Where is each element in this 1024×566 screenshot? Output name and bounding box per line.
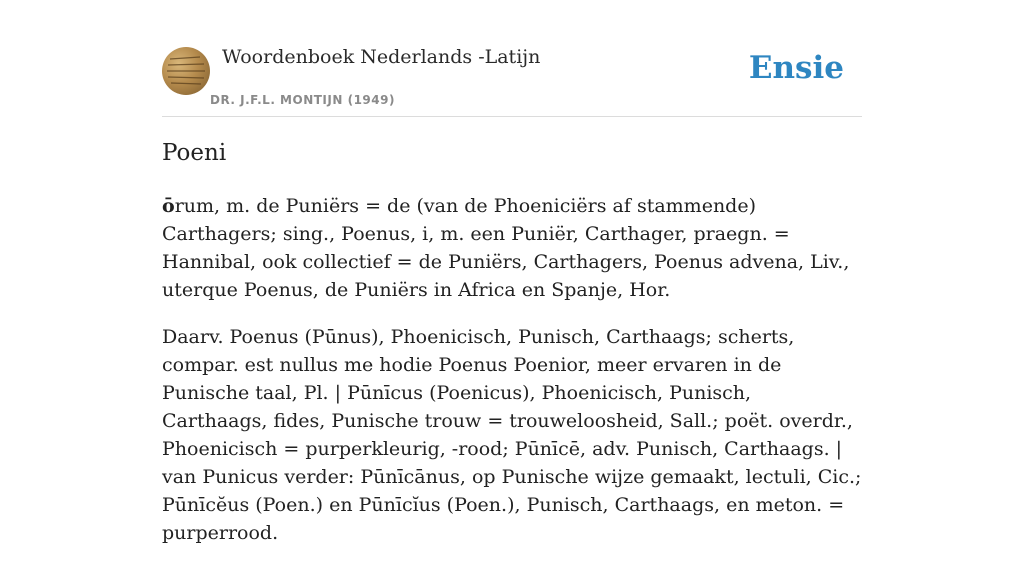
book-title[interactable]: Woordenboek Nederlands -Latijn xyxy=(222,46,541,68)
book-author: DR. J.F.L. MONTIJN (1949) xyxy=(210,93,395,107)
entry-card xyxy=(162,0,862,544)
entry-title: Poeni xyxy=(162,140,227,166)
derivation-paragraph: Daarv. Poenus (Pūnus), Phoenicisch, Punisch, Carthaags; scherts, compar. est nullus me hodie Poenus Poenior, meer ervaren in de Punische taal, Pl. | Pūnīcus (Poenicus), Phoenicisch, Punisch, Carthaags, fides, Punische trouw = trouweloosheid, Sall.; poët. overdr., Phoenicisch = purperkleurig, -rood; Pūnīcē, adv. Punisch, Carthaags. | van Punicus verder: Pūnīcānus, op Punische wijze gemaakt, lectuli, Cic.; Pūnīcĕus (Poen.) en Pūnīcĭus (Poen.), Punisch, Carthaags, en meton. = purperrood. xyxy=(162,326,862,544)
lemma-prefix: ō xyxy=(162,195,175,217)
book-header xyxy=(162,0,862,117)
ensie-brand-logo[interactable]: Ensie xyxy=(748,50,844,86)
entry-definition xyxy=(162,192,862,566)
definition-text: rum, m. de Puniërs = de (van de Phoeniciërs af stammende) Carthagers; sing., Poenus, i, m. een Puniër, Carthager, praegn. = Hannibal, ook collectief = de Puniërs, Carthagers, Poenus advena, Liv., uterque Poenus, de Puniërs in Africa en Spanje, Hor. xyxy=(162,195,850,301)
definition-paragraph xyxy=(162,192,862,304)
book-seal-logo[interactable] xyxy=(162,47,210,95)
